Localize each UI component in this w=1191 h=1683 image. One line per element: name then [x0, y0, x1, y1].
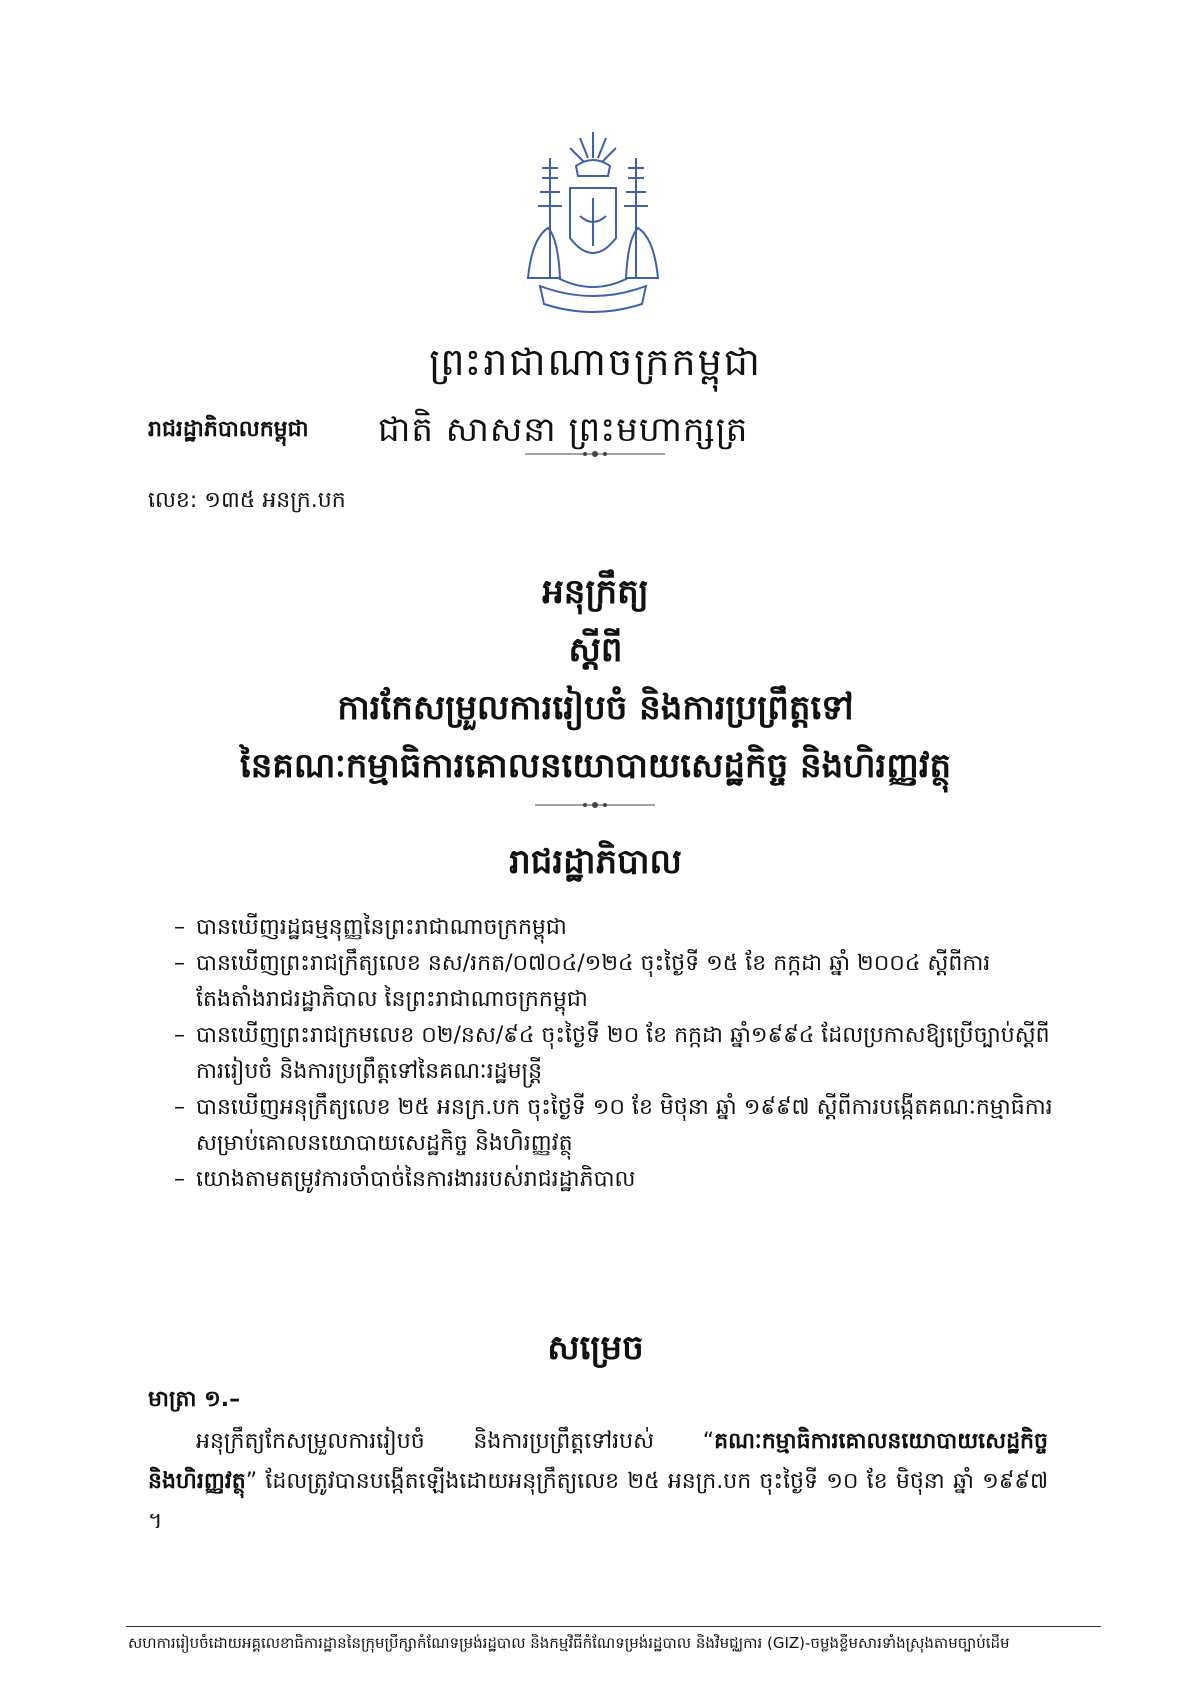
ornament-divider-icon — [525, 449, 665, 459]
list-item: – បានឃើញរដ្ឋធម្មនុញ្ញនៃព្រះរាជាណាចក្រកម្ពុជា — [178, 910, 1058, 946]
ornament-divider-icon — [535, 800, 655, 810]
document-number: លេខ: ១៣៥ អនក្រ.បក — [148, 488, 346, 513]
subject-prefix: ស្តីពី — [568, 630, 623, 670]
royal-emblem-icon — [518, 128, 668, 328]
article-text-before: អនុក្រឹត្យកែសម្រួលការរៀបចំ និងការប្រព្រឹត្តទៅរបស់ “ — [196, 1429, 715, 1454]
list-item: – បានឃើញអនុក្រឹត្យលេខ ២៥ អនក្រ.បក ចុះថ្ងៃទី ១០ ខែ មិថុនា ឆ្នាំ ១៩៩៧ ស្តីពីការបង្កើតគណៈកម្មាធិការសម្រាប់គោលនយោបាយសេដ្ឋកិច្ច និងហិរញ្ញវត្ថុ — [178, 1090, 1058, 1162]
subject-line-2: នៃគណៈកម្មាធិការគោលនយោបាយសេដ្ឋកិច្ច និងហិរញ្ញវត្ថុ — [239, 746, 952, 786]
article-text-bold: គណៈកម្មាធិការគោលនយោបាយសេដ្ឋកិច្ច និងហិរញ្ញវត្ថុ — [148, 1429, 1048, 1494]
article-paragraph — [148, 1422, 1048, 1542]
decides-heading: សម្រេច — [547, 1328, 644, 1368]
article-label: មាត្រា ១.– — [148, 1387, 241, 1412]
national-motto: ជាតិ សាសនា ព្រះមហាក្សត្រ — [378, 410, 749, 450]
article-text-after: ” ដែលត្រូវបានបង្កើតឡើងដោយអនុក្រឹត្យលេខ ២៥ អនក្រ.បក ចុះថ្ងៃទី ១០ ខែ មិថុនា ឆ្នាំ ១៩៩៧ ។ — [148, 1469, 1048, 1534]
subject-line-1: ការកែសម្រួលការរៀបចំ និងការប្រព្រឹត្តទៅ — [337, 688, 854, 728]
list-item: – បានឃើញព្រះរាជក្រមលេខ ០២/នស/៩៤ ចុះថ្ងៃទី ២០ ខែ កក្កដា ឆ្នាំ១៩៩៤ ដែលប្រកាសឱ្យប្រើច្បាប់ស្តីពីការរៀបចំ និងការប្រព្រឹត្តទៅនៃគណៈរដ្ឋមន្ត្រី — [178, 1018, 1058, 1090]
list-item: – យោងតាមតម្រូវការចាំបាច់នៃការងាររបស់រាជរដ្ឋាភិបាល — [178, 1162, 1058, 1198]
doc-type-heading: អនុក្រឹត្យ — [542, 572, 649, 612]
ministry-name: រាជរដ្ឋាភិបាលកម្ពុជា — [148, 417, 309, 442]
footer-note: សហការរៀបចំដោយអគ្គលេខាធិការដ្ឋាននៃក្រុមប្រឹក្សាកំណែទម្រង់រដ្ឋបាល និងកម្មវិធីកំណែទម្រង់រដ្ឋបាល និងវិមជ្ឈការ (GIZ)-ចម្លងខ្លឹមសារទាំងស្រុងតាមច្បាប់ដើម — [128, 1634, 1010, 1652]
issuer-heading: រាជរដ្ឋាភិបាល — [509, 842, 682, 882]
list-item: – បានឃើញព្រះរាជក្រឹត្យលេខ នស/រកត/០៧០៤/១២៤ ចុះថ្ងៃទី ១៥ ខែ កក្កដា ឆ្នាំ ២០០៤ ស្តីពីការតែងតាំងរាជរដ្ឋាភិបាល នៃព្រះរាជាណាចក្រកម្ពុជា — [178, 946, 1058, 1018]
considerations-list — [178, 910, 1058, 1198]
kingdom-title: ព្រះរាជាណាចក្រកម្ពុជា — [429, 340, 762, 384]
footer-divider — [126, 1626, 1101, 1627]
